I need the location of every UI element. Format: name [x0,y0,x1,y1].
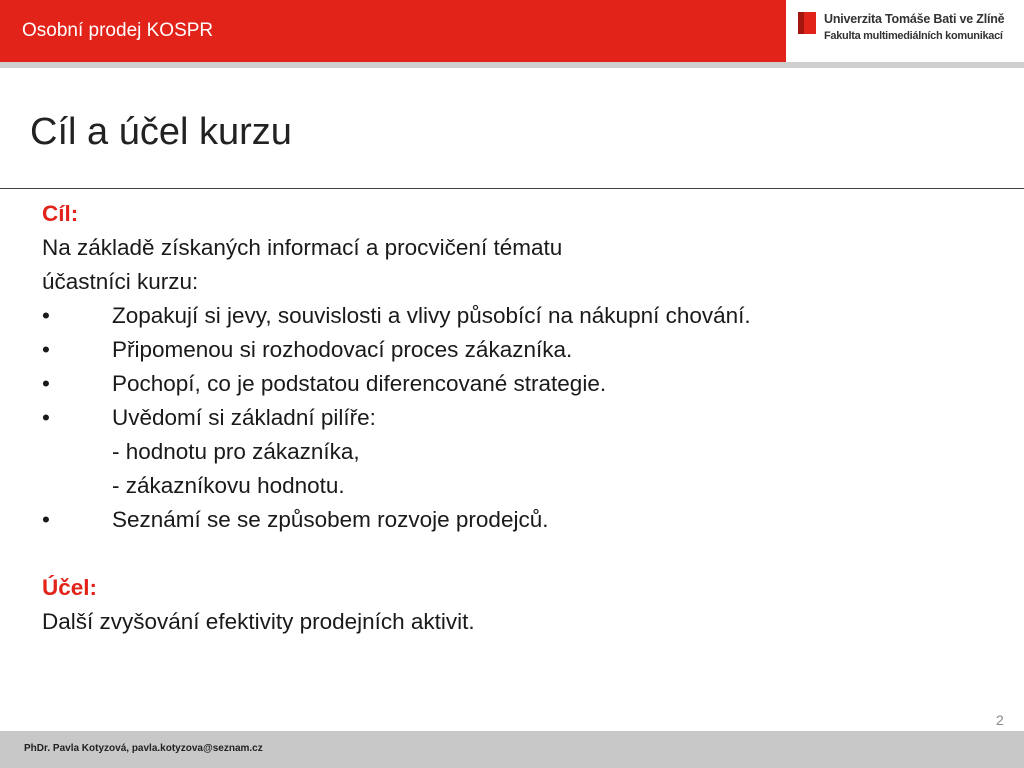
ucel-text: Další zvyšování efektivity prodejních aktivit. [42,609,475,634]
logo-university-name: Univerzita Tomáše Bati ve Zlíně [824,12,1005,26]
logo-faculty-name: Fakulta multimediálních komunikací [824,30,1003,42]
bullet-icon: • [42,337,50,362]
bullet-text: Zopakují si jevy, souvislosti a vlivy působící na nákupní chování. [112,303,751,328]
title-divider [0,188,1024,189]
intro-line-1: Na základě získaných informací a procvičení tématu [42,235,563,260]
list-item [42,367,1012,401]
bullet-icon: • [42,405,50,430]
footer-author: PhDr. Pavla Kotyzová, pavla.kotyzova@seznam.cz [24,743,263,754]
bullet-icon: • [42,507,50,532]
bullet-text: Seznámí se se způsobem rozvoje prodejců. [112,507,549,532]
bullet-icon: • [42,303,50,328]
sub-item: - hodnotu pro zákazníka, [112,439,360,464]
ucel-heading: Účel: [42,575,98,600]
slide-content [42,197,1012,639]
slide-title: Cíl a účel kurzu [30,111,292,153]
spacer [42,537,1012,571]
intro-line-2: účastníci kurzu: [42,269,199,294]
list-item [42,299,1012,333]
header-bar [0,0,786,62]
bullet-text: Uvědomí si základní pilíře: [112,405,376,430]
bullet-text: Pochopí, co je podstatou diferencované strategie. [112,371,607,396]
university-logo [798,12,1018,48]
bullet-icon: • [42,371,50,396]
sub-item: - zákazníkovu hodnotu. [112,473,345,498]
bullet-text: Připomenou si rozhodovací proces zákazníka. [112,337,573,362]
list-item [42,333,1012,367]
university-logo-mark-icon [798,12,816,34]
footer-bar [0,731,1024,768]
list-item [42,503,1012,537]
page-number: 2 [996,712,1004,728]
list-item [42,401,1012,435]
header-title: Osobní prodej KOSPR [22,20,214,41]
header-divider [0,62,1024,68]
cil-heading: Cíl: [42,201,79,226]
